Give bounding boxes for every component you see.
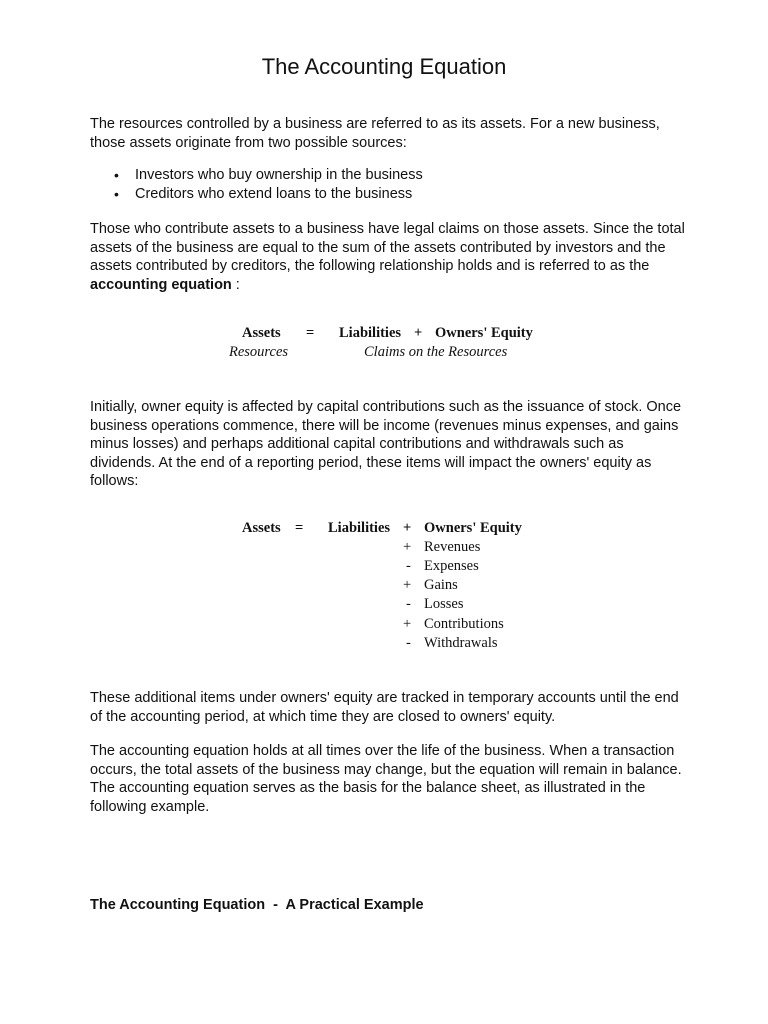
list-item: [90, 185, 690, 204]
list-item: [90, 166, 690, 185]
eq-liabilities: Liabilities: [328, 520, 391, 536]
eq-equals: =: [295, 520, 304, 536]
claims-caption: Claims on the Resources: [364, 344, 508, 360]
item-sign: -: [406, 596, 411, 612]
item-label: Gains: [424, 577, 458, 593]
expanded-equation: [0, 520, 768, 660]
item-label: Contributions: [424, 616, 504, 632]
eq-liabilities: Liabilities: [339, 325, 402, 341]
bullet-icon: •: [114, 186, 119, 202]
item-sign: -: [406, 635, 411, 651]
sources-list: [90, 166, 690, 204]
claims-paragraph: [90, 220, 690, 294]
claims-text: Those who contribute assets to a business have legal claims on those assets. Since the total assets of the business are equal to the sum of the assets contributed by investors and the assets contributed by creditors, the following relationship holds and is referred to as the: [90, 221, 685, 274]
example-heading: The Accounting Equation - A Practical Example: [90, 897, 424, 913]
bullet-icon: •: [114, 167, 119, 183]
eq-owners-equity: Owners' Equity: [435, 325, 533, 341]
item-label: Withdrawals: [424, 635, 498, 651]
page-title: The Accounting Equation: [261, 54, 507, 79]
eq-equals: =: [306, 325, 315, 341]
intro-paragraph: The resources controlled by a business are referred to as its assets. For a new business, those assets originate from two possible sources:: [90, 116, 660, 151]
temporary-accounts-paragraph: These additional items under owners' equity are tracked in temporary accounts until the end of the accounting period, at which time they are closed to owners' equity.: [90, 690, 679, 725]
item-sign: +: [403, 539, 412, 555]
list-item-label: Creditors who extend loans to the business: [135, 186, 413, 202]
accounting-equation-term: accounting equation: [90, 276, 232, 293]
list-item-label: Investors who buy ownership in the business: [135, 167, 423, 183]
eq-assets: Assets: [242, 520, 281, 536]
eq-plus: +: [403, 520, 412, 536]
eq-owners-equity: Owners' Equity: [424, 520, 522, 536]
item-sign: -: [406, 558, 411, 574]
claims-text-end: :: [231, 276, 240, 293]
eq-plus: +: [414, 325, 423, 341]
balance-paragraph: The accounting equation holds at all times over the life of the business. When a transaction occurs, the total assets of the business may change, but the equation will remain in balance. The accounting equation serves as the basis for the balance sheet, as illustrated in the following example.: [90, 743, 682, 815]
item-sign: +: [403, 616, 412, 632]
eq-assets: Assets: [242, 325, 281, 341]
item-sign: +: [403, 577, 412, 593]
item-label: Revenues: [424, 539, 481, 555]
resources-caption: Resources: [229, 344, 289, 360]
item-label: Losses: [424, 596, 464, 612]
basic-equation: [0, 325, 768, 365]
item-label: Expenses: [424, 558, 479, 574]
equity-paragraph: Initially, owner equity is affected by capital contributions such as the issuance of stock. Once business operations commence, there will be income (revenues minus expenses, and gains minus losses) and perhaps additional capital contributions and withdrawals such as dividends. At the end of a reporting period, these items will impact the owners' equity as follows:: [90, 399, 682, 489]
